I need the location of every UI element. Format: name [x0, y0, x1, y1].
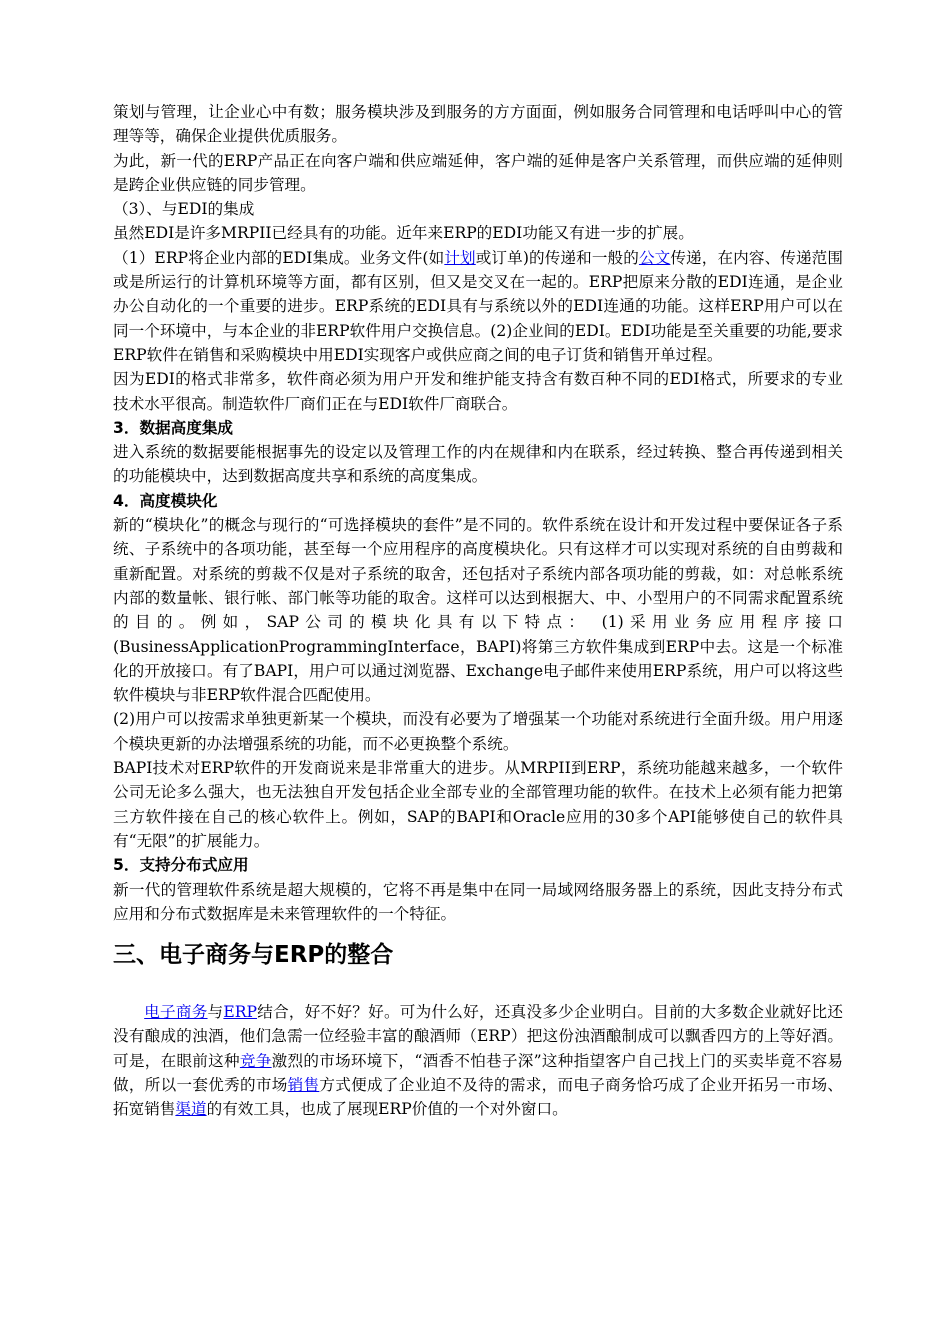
heading-modularization: 4．高度模块化	[113, 491, 218, 510]
link-official-document[interactable]: 公文	[638, 248, 671, 267]
paragraph-extension: 为此，新一代的ERP产品正在向客户端和供应端延伸，客户端的延伸是客户关系管理，而供应端的延伸则是跨企业供应链的同步管理。	[113, 151, 843, 194]
paragraph-edi-integration	[113, 246, 843, 367]
link-channel[interactable]: 渠道	[175, 1100, 207, 1119]
paragraph-services: 策划与管理，让企业心中有数；服务模块涉及到服务的方方面面，例如服务合同管理和电话呼叫中心的管理等等，确保企业提供优质服务。	[113, 103, 843, 146]
section-title: 三、电子商务与ERP的整合	[113, 942, 394, 969]
link-plan[interactable]: 计划	[444, 248, 476, 267]
paragraph-data-integration: 进入系统的数据要能根据事先的设定以及管理工作的内在规律和内在联系，经过转换、整合再传递到相关的功能模块中，达到数据高度共享和系统的高度集成。	[113, 443, 843, 486]
link-erp[interactable]: ERP	[223, 1003, 258, 1022]
link-competition[interactable]: 竞争	[239, 1051, 272, 1070]
paragraph-edi-formats: 因为EDI的格式非常多，软件商必须为用户开发和维护能支持含有数百种不同的EDI格式，所要求的专业技术水平很高。制造软件厂商们正在与EDI软件厂商联合。	[113, 370, 843, 413]
heading-distributed: 5．支持分布式应用	[113, 856, 249, 875]
edi-text-b: 或订单)的传递和一般的	[475, 248, 639, 267]
paragraph-bapi: BAPI技术对ERP软件的开发商说来是非常重大的进步。从MRPII到ERP，系统功能越来越多，一个软件公司无论多么强大，也无法独自开发包括企业全部专业的全部管理功能的软件。在技术上必须有能力把第三方软件接在自己的核心软件上。例如，SAP的BAPI和Oracle应用的30多个API能够使自己的软件具有“无限”的扩展能力。	[113, 759, 843, 850]
paragraph-modularization: 新的“模块化”的概念与现行的“可选择模块的套件”是不同的。软件系统在设计和开发过程中要保证各子系统、子系统中的各项功能，甚至每一个应用程序的高度模块化。只有这样才可以实现对系统的自由剪裁和重新配置。对系统的剪裁不仅是对子系统的取舍，还包括对子系统内部各项功能的剪裁，如：对总帐系统内部的数量帐、银行帐、部门帐等功能的取舍。这样可以达到根据大、中、小型用户的不同需求配置系统的目的。例如，SAP公司的模块化具有以下特点： (1)采用业务应用程序接口(BusinessApplicationProgrammingInterface，BAPI)将第三方软件集成到ERP中去。这是一个标准化的开放接口。有了BAPI，用户可以通过浏览器、Exchange电子邮件来使用ERP系统，用户可以将这些软件模块与非ERP软件混合匹配使用。	[113, 516, 843, 705]
ecommerce-text-2: 结合，好不好？好。可为什么好，还真没多少企业明白。目前的大多数企业就好比还没有酿成的浊酒，他们急需一位经验丰富的酿酒师（ERP）把这份浊酒酿制成可以飘香四方的上等好酒。可是，在眼前这种	[113, 1003, 843, 1070]
paragraph-module-update: (2)用户可以按需求单独更新某一个模块，而没有必要为了增强某一个功能对系统进行全面升级。用户用逐个模块更新的办法增强系统的功能，而不必更换整个系统。	[113, 710, 843, 753]
ecommerce-text-4: 方式便成了企业迫不及待的需求，而电子商务恰巧成了企业开拓另一市场、拓宽销售	[113, 1075, 843, 1119]
link-sales[interactable]: 销售	[287, 1075, 320, 1094]
paragraph-distributed: 新一代的管理软件系统是超大规模的，它将不再是集中在同一局域网络服务器上的系统，因此支持分布式应用和分布式数据库是未来管理软件的一个特征。	[113, 880, 843, 923]
paragraph-ecommerce	[113, 1000, 843, 1121]
ecommerce-text-5: 的有效工具，也成了展现ERP价值的一个对外窗口。	[206, 1100, 568, 1119]
link-ecommerce[interactable]: 电子商务	[144, 1003, 208, 1022]
paragraph-edi-intro: 虽然EDI是许多MRPII已经具有的功能。近年来ERP的EDI功能又有进一步的扩展。	[113, 224, 694, 243]
edi-text-c: 传递，在内容、传递范围或是所运行的计算机环境等方面，都有区别，但又是交叉在一起的。ERP把原来分散的EDI连通，是企业办公自动化的一个重要的进步。ERP系统的EDI具有与系统以外的EDI连通的功能。这样ERP用户可以在同一个环境中，与本企业的非ERP软件用户交换信息。(2)企业间的EDI。EDI功能是至关重要的功能,要求ERP软件在销售和采购模块中用EDI实现客户或供应商之间的电子订货和销售开单过程。	[113, 248, 843, 364]
ecommerce-text-1: 与	[207, 1003, 224, 1022]
heading-data-integration: 3．数据高度集成	[113, 418, 234, 437]
ecommerce-text-3: 激烈的市场环境下，“酒香不怕巷子深”这种指望客户自己找上门的买卖毕竟不容易做，所以一套优秀的市场	[113, 1051, 843, 1094]
document-page	[113, 100, 843, 1122]
edi-text-a: （1）ERP将企业内部的EDI集成。业务文件(如	[113, 248, 445, 267]
subheading-edi: （3）、与EDI的集成	[113, 200, 255, 219]
